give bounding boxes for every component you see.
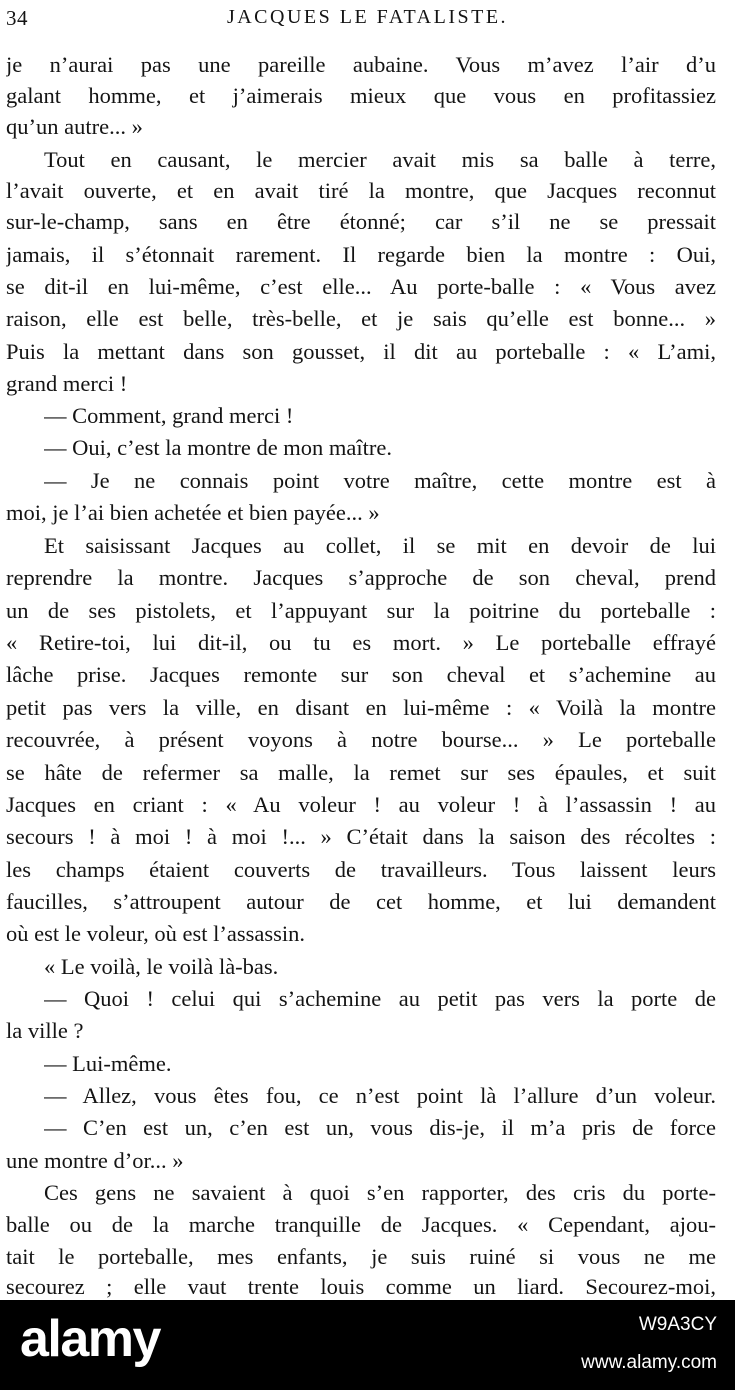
text-line: — Oui, c’est la montre de mon maître. [44, 435, 393, 460]
text-line: — Allez, vous êtes fou, ce n’est point là l’allure d’un voleur. [44, 1083, 716, 1108]
text-line: jamais, il s’étonnait rarement. Il regarde bien la montre : Oui, [6, 242, 716, 267]
text-line: — C’en est un, c’en est un, vous dis-je, il m’a pris de force [44, 1115, 716, 1140]
text-line: — Lui-même. [44, 1051, 172, 1076]
text-line: Puis la mettant dans son gousset, il dit au porteballe : « L’ami, [6, 339, 716, 364]
text-line: Tout en causant, le mercier avait mis sa balle à terre, [44, 147, 716, 172]
page-number: 34 [6, 6, 28, 30]
text-line: Jacques en criant : « Au voleur ! au voleur ! à l’assassin ! au [6, 792, 716, 817]
page-header [0, 2, 735, 32]
text-line: la ville ? [6, 1018, 84, 1043]
text-line: grand merci ! [6, 371, 128, 396]
text-line: sur-le-champ, sans en être étonné; car s’il ne se pressait [6, 209, 716, 234]
text-line: Ces gens ne savaient à quoi s’en rapporter, des cris du porte- [44, 1180, 716, 1205]
brand-logo: alamy [20, 1310, 160, 1368]
image-id: W9A3CY [638, 1314, 717, 1335]
text-line: qu’un autre... » [6, 114, 143, 139]
text-line: galant homme, et j’aimerais mieux que vous en profitassiez [6, 83, 716, 108]
text-line: « Retire-toi, lui dit-il, ou tu es mort. » Le porteballe effrayé [6, 630, 716, 655]
text-line: petit pas vers la ville, en disant en lui-même : « Voilà la montre [6, 695, 716, 720]
text-line: secours ! à moi ! à moi !... » C’était dans la saison des récoltes : [6, 824, 716, 849]
text-line: raison, elle est belle, très-belle, et je sais qu’elle est bonne... » [6, 306, 716, 331]
running-title: JACQUES LE FATALISTE. [226, 6, 509, 28]
site-url: www.alamy.com [581, 1352, 717, 1373]
text-line: — Comment, grand merci ! [44, 403, 294, 428]
text-line: lâche prise. Jacques remonte sur son cheval et s’achemine au [6, 662, 716, 687]
text-line: se hâte de refermer sa malle, la remet sur ses épaules, et suit [6, 760, 716, 785]
text-line: faucilles, s’attroupent autour de cet homme, et lui demandent [6, 889, 716, 914]
watermark-footer [0, 1300, 735, 1390]
text-line: recouvrée, à présent voyons à notre bourse... » Le porteballe [6, 727, 716, 752]
text-line: balle ou de la marche tranquille de Jacques. « Cependant, ajou- [6, 1212, 716, 1237]
text-line: tait le porteballe, mes enfants, je suis ruiné si vous ne me [6, 1244, 716, 1269]
text-line: — Quoi ! celui qui s’achemine au petit pas vers la porte de [44, 986, 716, 1011]
text-line: les champs étaient couverts de travailleurs. Tous laissent leurs [6, 857, 716, 882]
text-line: une montre d’or... » [6, 1148, 184, 1173]
text-line: moi, je l’ai bien achetée et bien payée... » [6, 500, 380, 525]
text-line: — Je ne connais point votre maître, cette montre est à [44, 468, 716, 493]
text-line: l’avait ouverte, et en avait tiré la montre, que Jacques reconnut [6, 178, 716, 203]
text-line: reprendre la montre. Jacques s’approche de son cheval, prend [6, 565, 716, 590]
text-line: secourez ; elle vaut trente louis comme un liard. Secourez-moi, [6, 1274, 716, 1299]
text-line: Et saisissant Jacques au collet, il se mit en devoir de lui [44, 533, 716, 558]
text-line: se dit-il en lui-même, c’est elle... Au porte-balle : « Vous avez [6, 274, 716, 299]
text-line: un de ses pistolets, et l’appuyant sur la poitrine du porteballe : [6, 598, 716, 623]
text-line: « Le voilà, le voilà là-bas. [44, 954, 279, 979]
text-line: je n’aurai pas une pareille aubaine. Vous m’avez l’air d’u [6, 52, 716, 77]
text-line: où est le voleur, où est l’assassin. [6, 921, 306, 946]
